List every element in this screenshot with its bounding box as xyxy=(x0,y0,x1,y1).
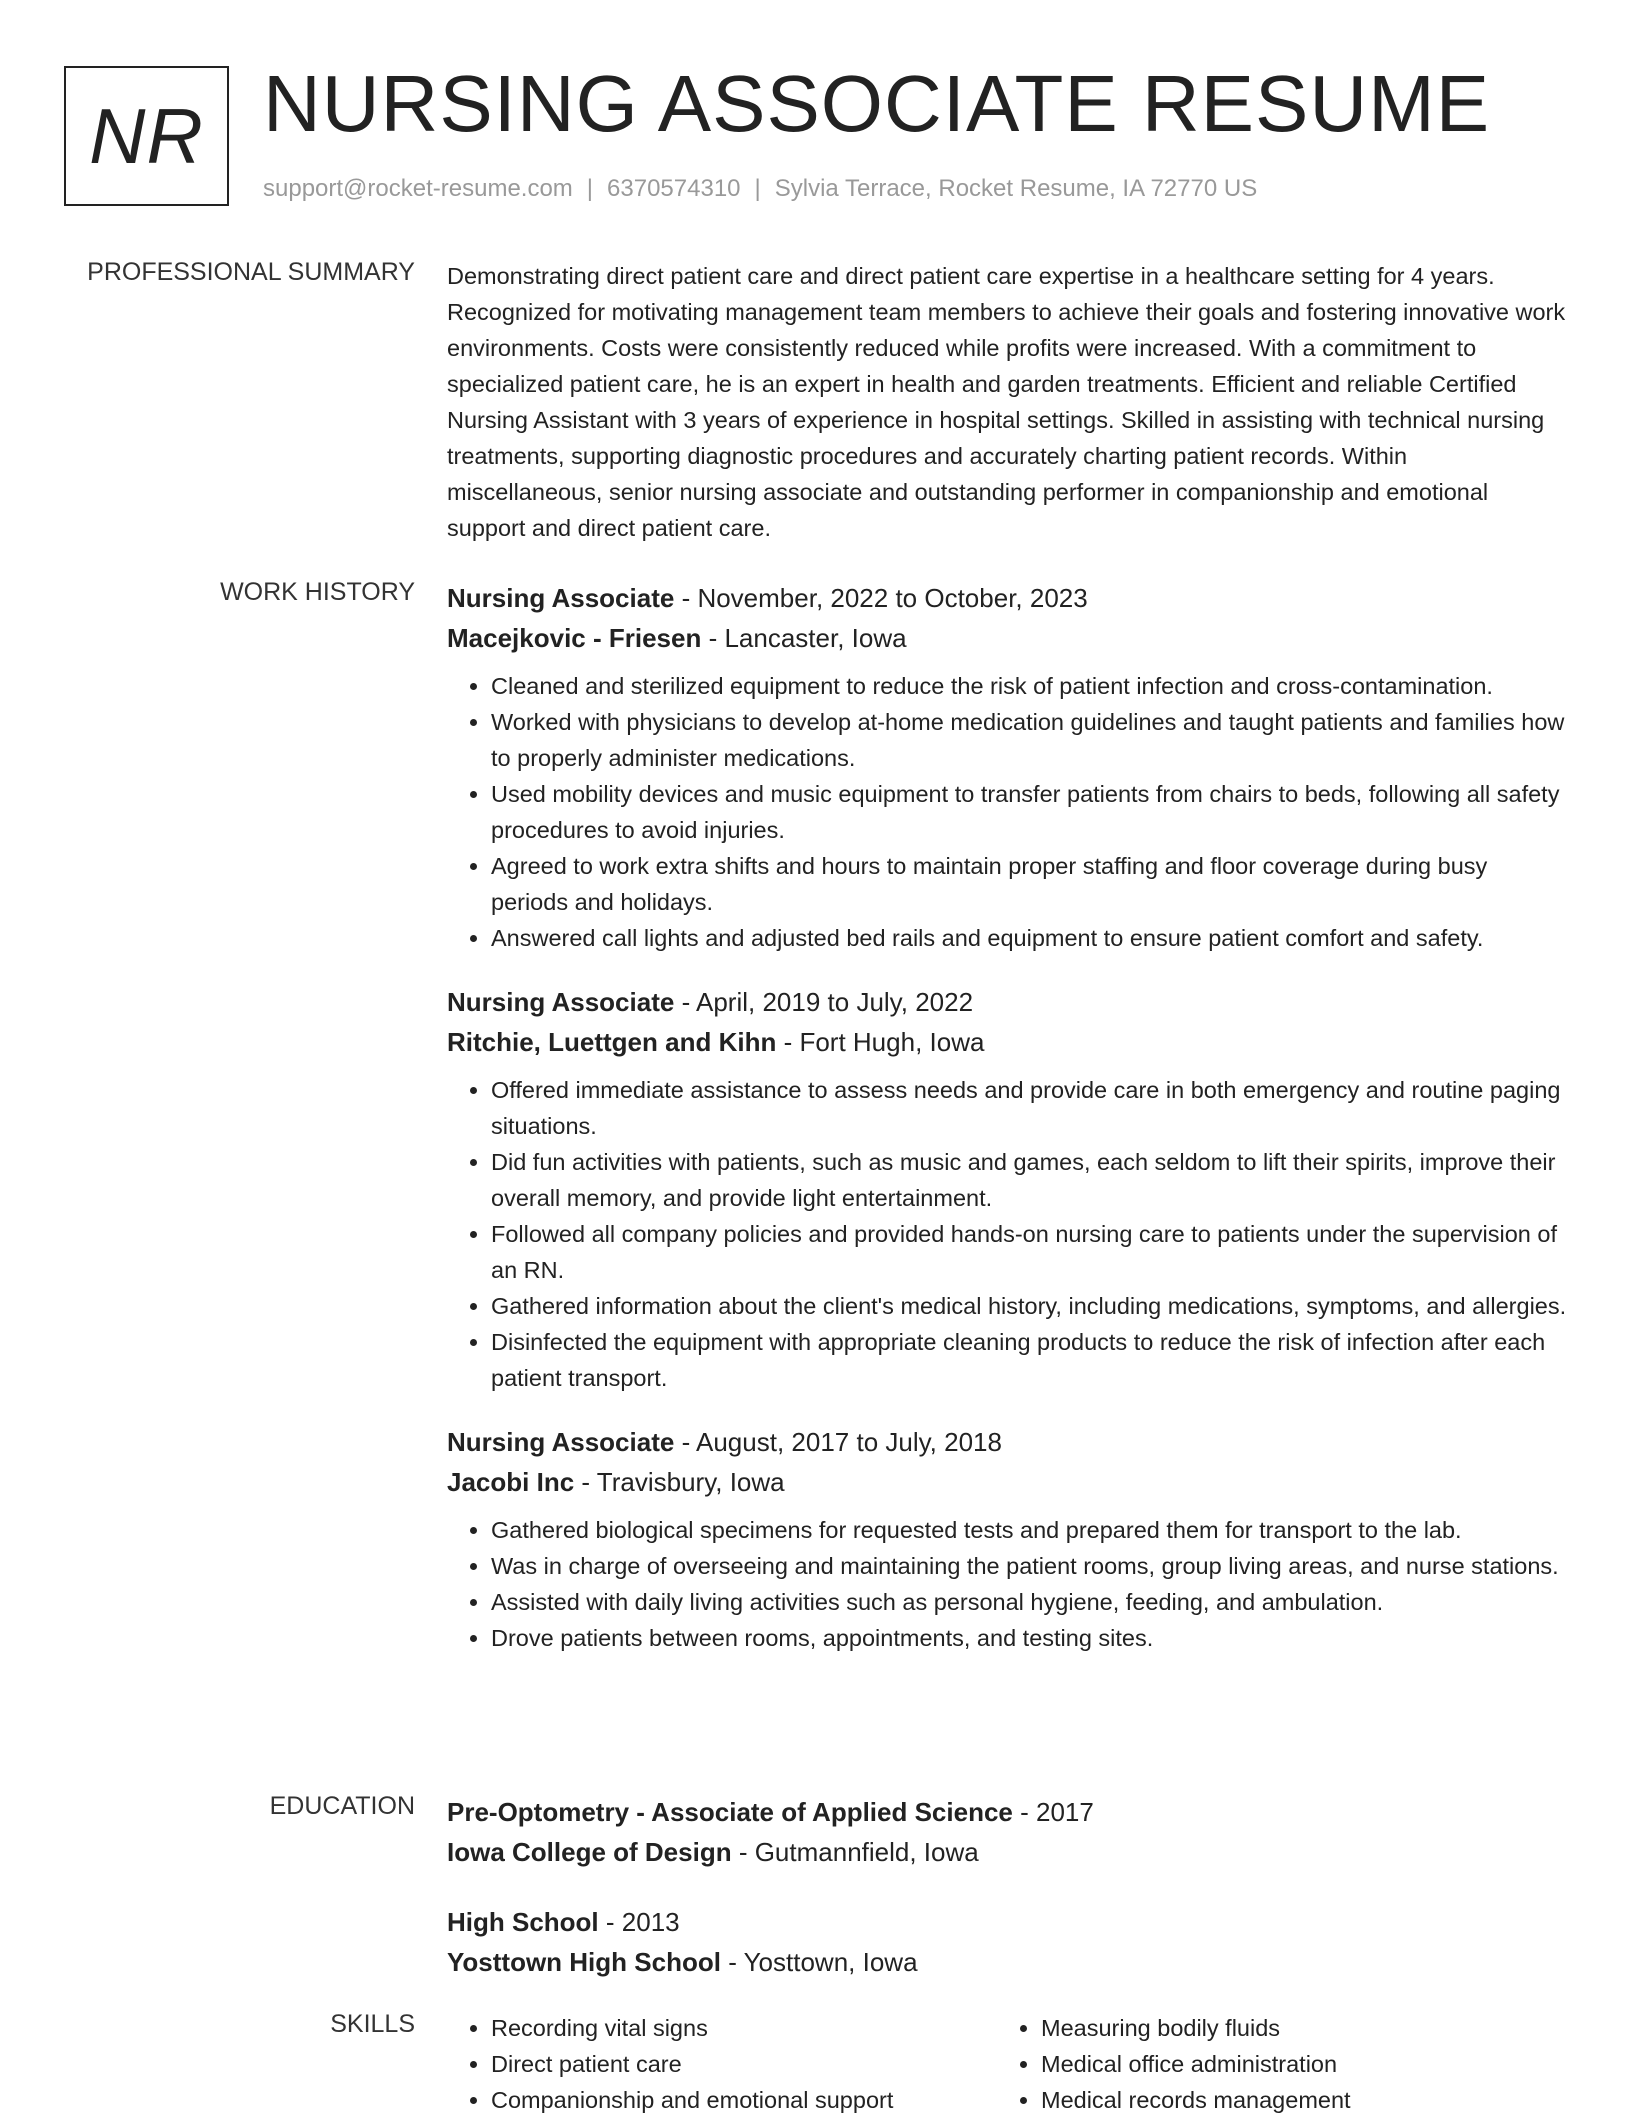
job-location: - Fort Hugh, Iowa xyxy=(783,1027,985,1057)
contact-address: Sylvia Terrace, Rocket Resume, IA 72770 US xyxy=(774,175,1258,202)
list-item: • Did fun activities with patients, such as music and games, each seldom to lift their spirits, improve their overall memory, and provide light entertainment. xyxy=(491,1144,1567,1216)
school-line xyxy=(447,1942,1567,1982)
job-title: Nursing Associate xyxy=(447,987,675,1017)
list-item: • Offered immediate assistance to assess needs and provide care in both emergency and routine paging situations. xyxy=(491,1072,1567,1144)
job-entry xyxy=(447,1422,1567,1656)
contact-separator: | xyxy=(754,175,761,202)
list-item: • Assisted with daily living activities such as personal hygiene, feeding, and ambulation. xyxy=(491,1584,1567,1620)
job-company: Macejkovic - Friesen xyxy=(447,623,702,653)
job-dates: - April, 2019 to July, 2022 xyxy=(681,987,974,1017)
list-item: • Agreed to work extra shifts and hours to maintain proper staffing and floor coverage during busy periods and holidays. xyxy=(491,848,1567,920)
skill-item: • Medical records management xyxy=(1041,2082,1547,2118)
school-name: Iowa College of Design xyxy=(447,1837,732,1867)
list-item: • Drove patients between rooms, appointments, and testing sites. xyxy=(491,1620,1567,1656)
school-location: - Yosttown, Iowa xyxy=(728,1947,918,1977)
work-history-list xyxy=(447,578,1567,1682)
job-title-line xyxy=(447,1422,1567,1462)
skill-item: • Recording vital signs xyxy=(491,2010,997,2046)
school-location: - Gutmannfield, Iowa xyxy=(738,1837,979,1867)
section-heading: EDUCATION xyxy=(269,1792,415,1820)
list-item: • Cleaned and sterilized equipment to reduce the risk of patient infection and cross-contamination. xyxy=(491,668,1567,704)
school-name: Yosttown High School xyxy=(447,1947,721,1977)
job-dates: - November, 2022 to October, 2023 xyxy=(681,583,1088,613)
section-heading: WORK HISTORY xyxy=(220,578,415,606)
job-company-line xyxy=(447,1022,1567,1062)
job-title: Nursing Associate xyxy=(447,583,675,613)
list-item: • Worked with physicians to develop at-home medication guidelines and taught patients and families how to properly administer medications. xyxy=(491,704,1567,776)
job-company-line xyxy=(447,1462,1567,1502)
list-item: • Gathered biological specimens for requested tests and prepared them for transport to the lab. xyxy=(491,1512,1567,1548)
degree-line xyxy=(447,1902,1567,1942)
job-title: Nursing Associate xyxy=(447,1427,675,1457)
job-company: Jacobi Inc xyxy=(447,1467,575,1497)
list-item: • Used mobility devices and music equipment to transfer patients from chairs to beds, following all safety procedures to avoid injuries. xyxy=(491,776,1567,848)
skills-list xyxy=(447,2010,1567,2118)
skills-column-left xyxy=(447,2010,997,2118)
education-list xyxy=(447,1792,1567,2012)
job-entry xyxy=(447,982,1567,1396)
skill-item: • Measuring bodily fluids xyxy=(1041,2010,1547,2046)
job-bullets xyxy=(447,668,1567,956)
monogram-box xyxy=(64,66,229,206)
school-line xyxy=(447,1832,1567,1872)
list-item: • Disinfected the equipment with appropriate cleaning products to reduce the risk of infection after each patient transport. xyxy=(491,1324,1567,1396)
job-entry xyxy=(447,578,1567,956)
summary-text: Demonstrating direct patient care and direct patient care expertise in a healthcare setting for 4 years. Recognized for motivating management team members to achieve their goals and fostering innovative work environments. Costs were consistently reduced while profits were increased. With a commitment to specialized patient care, he is an expert in health and garden treatments. Efficient and reliable Certified Nursing Assistant with 3 years of experience in hospital settings. Skilled in assisting with technical nursing treatments, supporting diagnostic procedures and accurately charting patient records. Within miscellaneous, senior nursing associate and outstanding performer in companionship and emotional support and direct patient care. xyxy=(447,263,1566,541)
job-dates: - August, 2017 to July, 2018 xyxy=(681,1427,1002,1457)
contact-separator: | xyxy=(586,175,594,202)
graduation-year: - 2013 xyxy=(605,1907,680,1937)
job-location: - Lancaster, Iowa xyxy=(708,623,907,653)
contact-phone[interactable]: 6370574310 xyxy=(607,175,741,202)
job-bullets xyxy=(447,1072,1567,1396)
skill-item: • Medical office administration xyxy=(1041,2046,1547,2082)
skills-column-right xyxy=(997,2010,1547,2118)
contact-line xyxy=(263,175,1257,203)
job-company: Ritchie, Luettgen and Kihn xyxy=(447,1027,777,1057)
section-heading: PROFESSIONAL SUMMARY xyxy=(87,258,415,286)
monogram-initials: NR xyxy=(89,91,204,180)
resume-title: NURSING ASSOCIATE RESUME xyxy=(263,59,1491,148)
skill-item: • Direct patient care xyxy=(491,2046,997,2082)
list-item: • Followed all company policies and provided hands-on nursing care to patients under the supervision of an RN. xyxy=(491,1216,1567,1288)
job-location: - Travisbury, Iowa xyxy=(581,1467,785,1497)
list-item: • Gathered information about the client's medical history, including medications, symptoms, and allergies. xyxy=(491,1288,1567,1324)
degree: High School xyxy=(447,1907,599,1937)
list-item: • Answered call lights and adjusted bed rails and equipment to ensure patient comfort and safety. xyxy=(491,920,1567,956)
section-heading: SKILLS xyxy=(330,2010,415,2038)
job-title-line xyxy=(447,578,1567,618)
skill-item: • Companionship and emotional support xyxy=(491,2082,997,2118)
skills-grid xyxy=(447,2010,1567,2118)
graduation-year: - 2017 xyxy=(1020,1797,1094,1827)
education-entry xyxy=(447,1902,1567,1982)
job-title-line xyxy=(447,982,1567,1022)
degree: Pre-Optometry - Associate of Applied Science xyxy=(447,1797,1013,1827)
job-company-line xyxy=(447,618,1567,658)
contact-email[interactable]: support@rocket-resume.com xyxy=(263,175,573,202)
degree-line xyxy=(447,1792,1567,1832)
job-bullets xyxy=(447,1512,1567,1656)
list-item: • Was in charge of overseeing and maintaining the patient rooms, group living areas, and nurse stations. xyxy=(491,1548,1567,1584)
education-entry xyxy=(447,1792,1567,1872)
